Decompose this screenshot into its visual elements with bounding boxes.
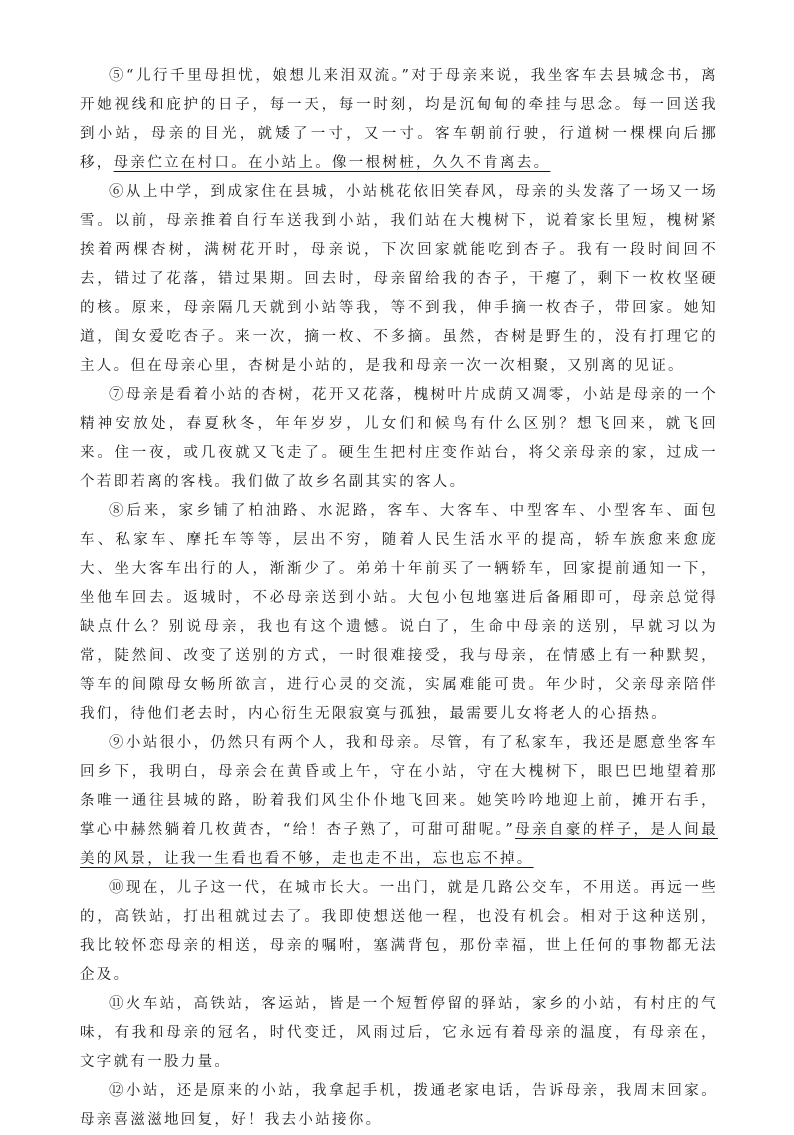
paragraph-12: [80, 1077, 718, 1135]
paragraph-12-text: ⑫小站，还是原来的小站，我拿起手机，拨通老家电话，告诉母亲，我周末回家。母亲喜滋滋地回复，好！我去小站接你。: [80, 1083, 718, 1128]
paragraph-8-text: ⑧后来，家乡铺了柏油路、水泥路，客车、大客车、中型客车、小型客车、面包车、私家车、摩托车等等，层出不穷，随着人民生活水平的提高，轿车族愈来愈庞大、坐大客车出行的人，渐渐少了。弟弟十年前买了一辆轿车，回家提前通知一下，坐他车回去。返城时，不必母亲送到小站。大包小包地塞进后备厢即可，母亲总觉得缺点什么？别说母亲，我也有这个遗憾。说白了，生命中母亲的送别，早就习以为常，陡然间、改变了送别的方式，一时很难接受，我与母亲，在情感上有一种默契，等车的间隙母女畅所欲言，进行心灵的交流，实属难能可贵。年少时，父亲母亲陪伴我们，待他们老去时，内心衍生无限寂寞与孤独，最需要儿女将老人的心捂热。: [80, 503, 718, 722]
paragraph-7-text: ⑦母亲是看着小站的杏树，花开又花落，槐树叶片成荫又凋零，小站是母亲的一个精神安放处，春夏秋冬，年年岁岁，儿女们和候鸟有什么区别？想飞回来，就飞回来。住一夜，或几夜就又飞走了。硬生生把村庄变作站台，将父亲母亲的家，过成一个若即若离的客栈。我们做了故乡名副其实的客人。: [80, 387, 718, 490]
paragraph-10-text: ⑩现在，儿子这一代，在城市长大。一出门，就是几路公交车，不用送。再远一些的，高铁站，打出租就过去了。我即使想送他一程，也没有机会。相对于这种送别，我比较怀恋母亲的相送，母亲的嘱咐，塞满背包，那份幸福，世上任何的事物都无法企及。: [80, 880, 718, 983]
paragraph-11: [80, 990, 718, 1077]
paragraph-9-text: ⑨小站很小，仍然只有两个人，我和母亲。尽管，有了私家车，我还是愿意坐客车回乡下，我明白，母亲会在黄昏或上午，守在小站，守在大槐树下，眼巴巴地望着那条唯一通往县城的路，盼着我们风尘仆仆地飞回来。她笑吟吟地迎上前，摊开右手，掌心中赫然躺着几枚黄杏，“给！杏子熟了，可甜可甜呢。”: [80, 735, 718, 838]
paragraph-11-text: ⑪火车站，高铁站，客运站，皆是一个短暂停留的驿站，家乡的小站，有村庄的气味，有我和母亲的冠名，时代变迁，风雨过后，它永远有着母亲的温度，有母亲在，文字就有一股力量。: [80, 996, 718, 1070]
paragraph-10: [80, 874, 718, 990]
paragraph-9: [80, 729, 718, 874]
paragraph-6: [80, 178, 718, 381]
paragraph-5-text: ⑤“儿行千里母担忧，娘想儿来泪双流。”对于母亲来说，我坐客车去县城念书，离开她视线和庇护的日子，每一天，每一时刻，均是沉甸甸的牵挂与思念。每一回送我到小站，母亲的目光，就矮了一寸，又一寸。客车朝前行驶，行道树一棵棵向后挪移，: [80, 68, 718, 171]
paragraph-5-underlined-sentence: 母亲伫立在村口。在小站上。像一根树桩，久久不肯离去。: [113, 155, 551, 171]
paragraph-6-text: ⑥从上中学，到成家住在县城，小站桃花依旧笑春风，母亲的头发落了一场又一场雪。以前，母亲推着自行车送我到小站，我们站在大槐树下，说着家长里短，槐树紧挨着两棵杏树，满树花开时，母亲说，下次回家就能吃到杏子。我有一段时间回不去，错过了花落，错过果期。回去时，母亲留给我的杏子，干瘪了，剩下一枚枚坚硬的核。原来，母亲隔几天就到小站等我，等不到我，伸手摘一枚杏子，带回家。她知道，闺女爱吃杏子。来一次，摘一枚、不多摘。虽然，杏树是野生的，没有打理它的主人。但在母亲心里，杏树是小站的，是我和母亲一次一次相聚，又别离的见证。: [80, 184, 718, 374]
paragraph-8: [80, 497, 718, 729]
paragraph-5: [80, 62, 718, 178]
paragraph-7: [80, 381, 718, 497]
paragraph-9-underlined-sentence: 母亲自豪的样子，是人间最美的风景，让我一生看也看不够，走也走不出，忘也忘不掉。: [80, 822, 718, 867]
